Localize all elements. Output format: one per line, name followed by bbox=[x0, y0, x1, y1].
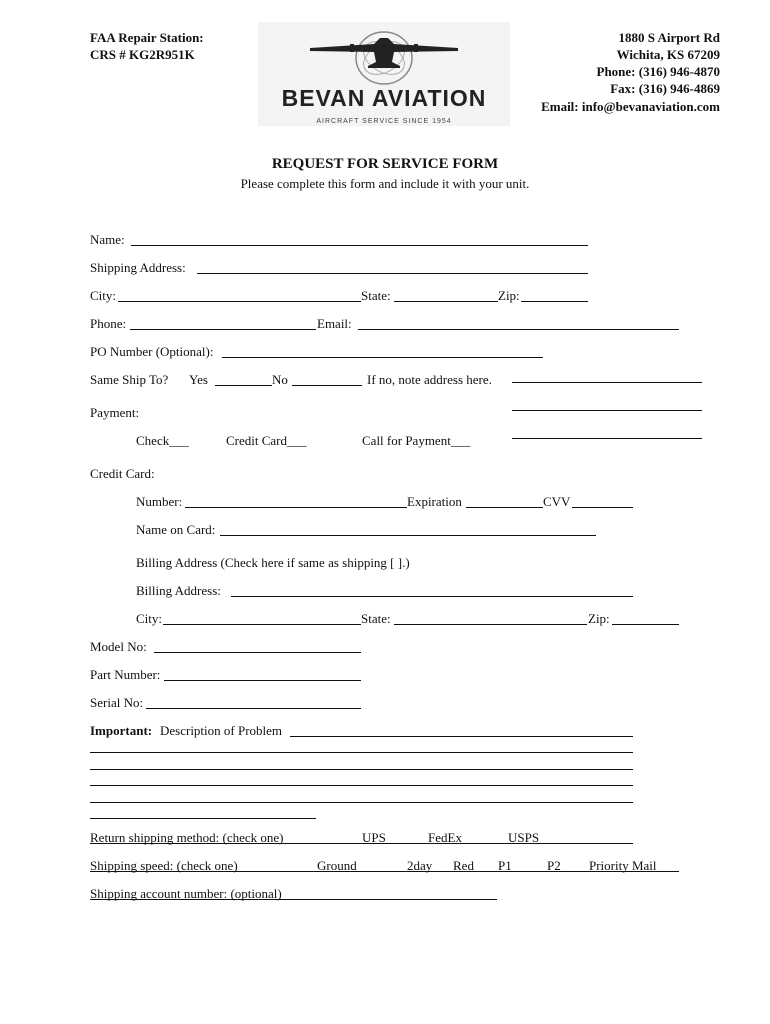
bevan-aviation-logo bbox=[258, 22, 510, 126]
billing-state-label: State: bbox=[361, 611, 391, 626]
form-title: REQUEST FOR SERVICE FORM bbox=[271, 156, 499, 172]
return-method-underline bbox=[90, 843, 633, 844]
city-field[interactable] bbox=[118, 301, 361, 302]
address-line-1: 1880 S Airport Rd bbox=[618, 30, 720, 45]
zip-field[interactable] bbox=[521, 301, 588, 302]
cvv-label: CVV bbox=[543, 494, 571, 509]
card-number-label: Number: bbox=[136, 494, 183, 509]
email-address: Email: info@bevanaviation.com bbox=[541, 99, 720, 114]
account-number-label: Shipping account number: (optional) bbox=[90, 886, 282, 901]
form-subtitle: Please complete this form and include it with your unit. bbox=[240, 176, 530, 191]
logo-tagline-text: AIRCRAFT SERVICE SINCE 1954 bbox=[316, 118, 452, 125]
description-line-6[interactable] bbox=[90, 818, 316, 819]
fax-number: Fax: (316) 946-4869 bbox=[610, 81, 720, 96]
account-number-field[interactable] bbox=[90, 899, 497, 900]
alt-address-line-1[interactable] bbox=[512, 382, 702, 383]
check-option[interactable]: Check___ bbox=[136, 433, 189, 448]
name-field[interactable] bbox=[131, 245, 588, 246]
yes-field[interactable] bbox=[215, 385, 272, 386]
phone-field[interactable] bbox=[130, 329, 316, 330]
no-label: No bbox=[272, 372, 288, 387]
billing-city-field[interactable] bbox=[163, 624, 361, 625]
shipping-address-label: Shipping Address: bbox=[90, 260, 186, 275]
description-line-1[interactable] bbox=[290, 736, 633, 737]
credit-card-section-label: Credit Card: bbox=[90, 466, 155, 481]
phone-number: Phone: (316) 946-4870 bbox=[596, 64, 720, 79]
expiration-label: Expiration bbox=[407, 494, 462, 509]
p1-option[interactable]: P1 bbox=[498, 858, 512, 873]
fedex-option[interactable]: FedEx bbox=[428, 830, 462, 845]
usps-option[interactable]: USPS bbox=[508, 830, 540, 845]
description-line-2[interactable] bbox=[90, 752, 633, 753]
description-line-3[interactable] bbox=[90, 769, 633, 770]
state-label: State: bbox=[361, 288, 391, 303]
airplane-logo-icon bbox=[258, 22, 510, 126]
model-no-field[interactable] bbox=[154, 652, 361, 653]
return-method-label: Return shipping method: (check one) bbox=[90, 830, 284, 845]
no-field[interactable] bbox=[292, 385, 362, 386]
part-number-label: Part Number: bbox=[90, 667, 161, 682]
billing-zip-label: Zip: bbox=[588, 611, 610, 626]
city-label: City: bbox=[90, 288, 117, 303]
serial-no-field[interactable] bbox=[146, 708, 361, 709]
billing-same-checkbox[interactable]: Billing Address (Check here if same as shipping [ ].) bbox=[136, 555, 410, 570]
alt-address-line-3[interactable] bbox=[512, 438, 702, 439]
po-number-field[interactable] bbox=[222, 357, 543, 358]
repair-station-label: FAA Repair Station: bbox=[90, 30, 204, 45]
credit-card-option[interactable]: Credit Card___ bbox=[226, 433, 307, 448]
address-line-2: Wichita, KS 67209 bbox=[616, 47, 720, 62]
alt-address-line-2[interactable] bbox=[512, 410, 702, 411]
description-label: Description of Problem bbox=[160, 723, 283, 738]
phone-label: Phone: bbox=[90, 316, 127, 331]
name-on-card-field[interactable] bbox=[220, 535, 596, 536]
billing-zip-field[interactable] bbox=[612, 624, 679, 625]
email-field[interactable] bbox=[358, 329, 679, 330]
billing-city-label: City: bbox=[136, 611, 163, 626]
yes-label: Yes bbox=[189, 372, 208, 387]
model-no-label: Model No: bbox=[90, 639, 147, 654]
cvv-field[interactable] bbox=[572, 507, 633, 508]
state-field[interactable] bbox=[394, 301, 498, 302]
part-number-field[interactable] bbox=[164, 680, 361, 681]
name-on-card-label: Name on Card: bbox=[136, 522, 216, 537]
serial-no-label: Serial No: bbox=[90, 695, 144, 710]
2day-option[interactable]: 2day bbox=[407, 858, 433, 873]
if-no-note: If no, note address here. bbox=[367, 372, 492, 387]
shipping-speed-underline bbox=[90, 871, 679, 872]
logo-brand-text: BEVAN AVIATION bbox=[281, 85, 487, 111]
description-line-5[interactable] bbox=[90, 802, 633, 803]
email-label: Email: bbox=[317, 316, 352, 331]
name-label: Name: bbox=[90, 232, 125, 247]
crs-number: CRS # KG2R951K bbox=[90, 47, 195, 62]
shipping-address-field[interactable] bbox=[197, 273, 588, 274]
important-label: Important: bbox=[90, 723, 153, 738]
ground-option[interactable]: Ground bbox=[317, 858, 357, 873]
billing-address-label: Billing Address: bbox=[136, 583, 221, 598]
card-number-field[interactable] bbox=[185, 507, 407, 508]
zip-label: Zip: bbox=[498, 288, 520, 303]
red-option[interactable]: Red bbox=[453, 858, 474, 873]
ups-option[interactable]: UPS bbox=[362, 830, 386, 845]
shipping-speed-label: Shipping speed: (check one) bbox=[90, 858, 238, 873]
priority-mail-option[interactable]: Priority Mail__ bbox=[589, 858, 670, 873]
expiration-field[interactable] bbox=[466, 507, 543, 508]
description-line-4[interactable] bbox=[90, 785, 633, 786]
p2-option[interactable]: P2 bbox=[547, 858, 561, 873]
payment-label: Payment: bbox=[90, 405, 140, 420]
same-ship-to-label: Same Ship To? bbox=[90, 372, 169, 387]
call-for-payment-option[interactable]: Call for Payment___ bbox=[362, 433, 471, 448]
billing-address-field[interactable] bbox=[231, 596, 633, 597]
po-number-label: PO Number (Optional): bbox=[90, 344, 214, 359]
billing-state-field[interactable] bbox=[394, 624, 587, 625]
